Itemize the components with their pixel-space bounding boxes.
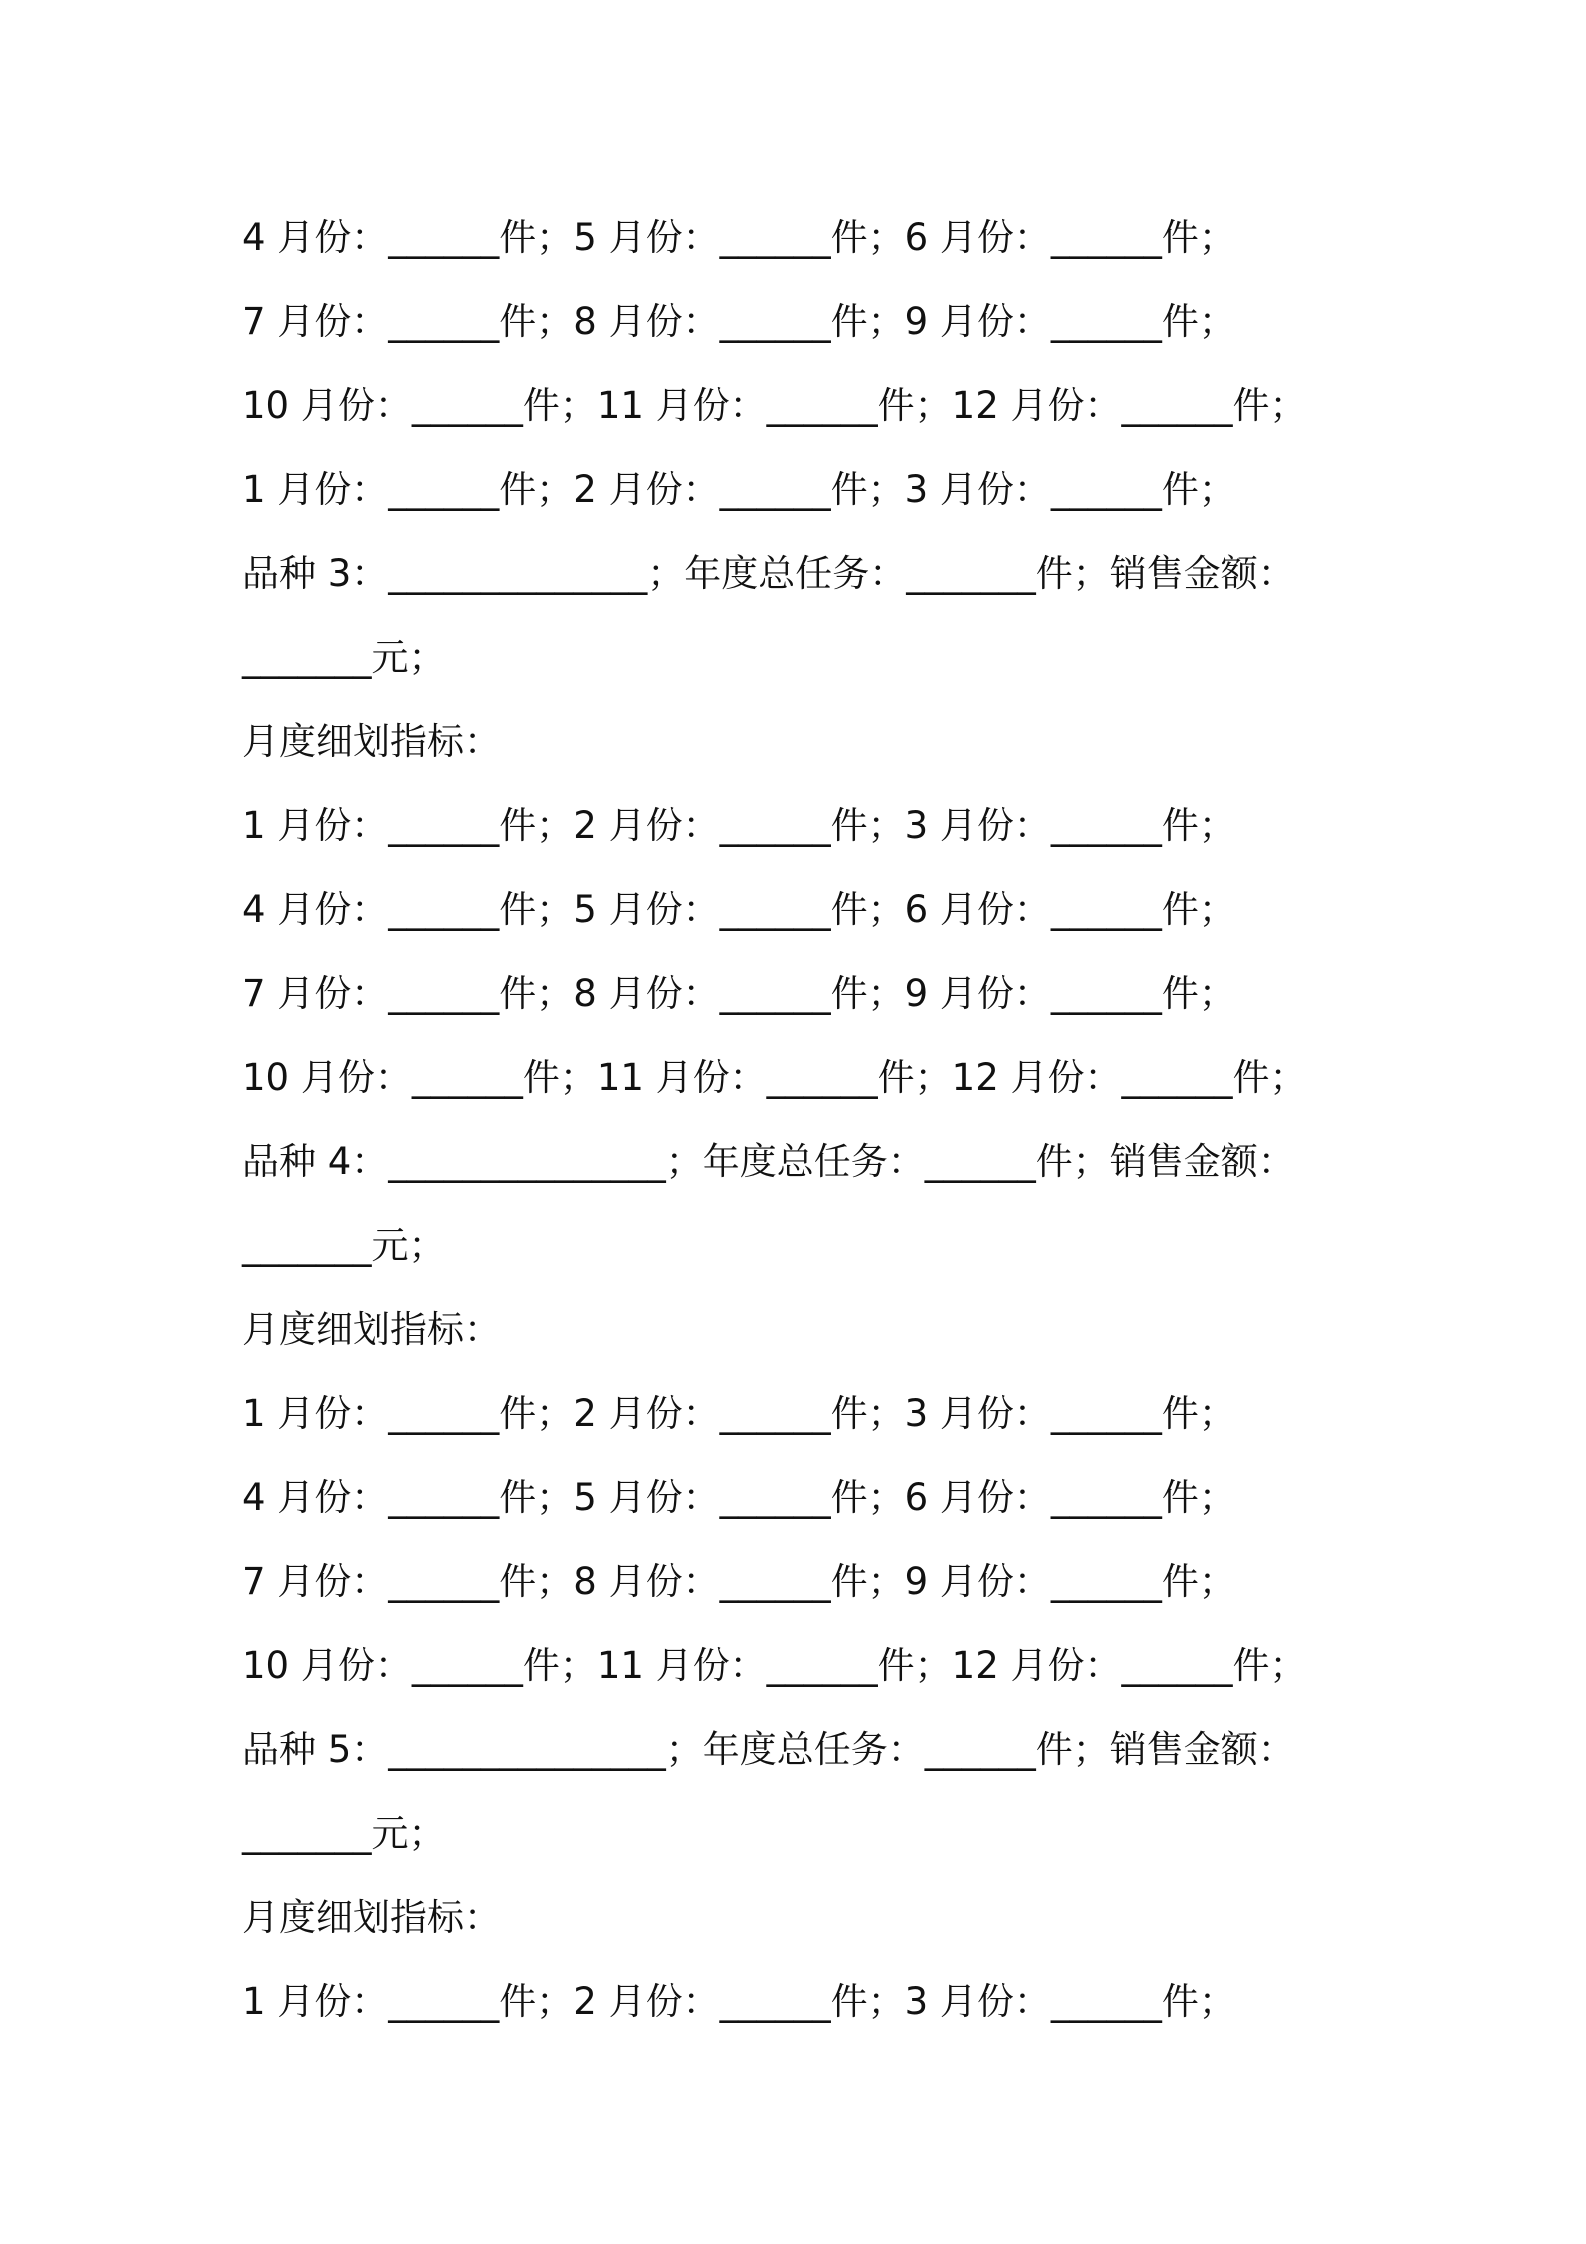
month-quota-line-apr-jun: 4 月份：______件；5 月份：______件；6 月份：______件； [242,888,1236,931]
month-quota-line-oct-dec: 10 月份：______件；11 月份：______件；12 月份：______件； [242,1644,1307,1687]
month-quota-line-apr-jun: 4 月份：______件；5 月份：______件；6 月份：______件； [242,216,1236,259]
document-body [242,196,1352,2044]
month-quota-line-jul-sep: 7 月份：______件；8 月份：______件；9 月份：______件； [242,972,1236,1015]
monthly-indicator-heading: 月度细划指标： [242,1308,501,1351]
variety-5-amount-line: _______元； [242,1812,446,1855]
variety-4-amount-line: _______元； [242,1224,446,1267]
monthly-indicator-heading: 月度细划指标： [242,1896,501,1939]
variety-5-line: 品种 5：_______________；年度总任务：______件；销售金额： [242,1728,1295,1771]
month-quota-line-jul-sep: 7 月份：______件；8 月份：______件；9 月份：______件； [242,1560,1236,1603]
month-quota-line-oct-dec: 10 月份：______件；11 月份：______件；12 月份：______件； [242,384,1307,427]
variety-3-amount-line: _______元； [242,636,446,679]
variety-4-line: 品种 4：_______________；年度总任务：______件；销售金额： [242,1140,1295,1183]
month-quota-line-jul-sep: 7 月份：______件；8 月份：______件；9 月份：______件； [242,300,1236,343]
month-quota-line-oct-dec: 10 月份：______件；11 月份：______件；12 月份：______件； [242,1056,1307,1099]
monthly-indicator-heading: 月度细划指标： [242,720,501,763]
month-quota-line-jan-mar: 1 月份：______件；2 月份：______件；3 月份：______件； [242,468,1236,511]
month-quota-line-apr-jun: 4 月份：______件；5 月份：______件；6 月份：______件； [242,1476,1236,1519]
variety-3-line: 品种 3：______________；年度总任务：_______件；销售金额： [242,552,1295,595]
month-quota-line-jan-mar: 1 月份：______件；2 月份：______件；3 月份：______件； [242,1980,1236,2023]
month-quota-line-jan-mar: 1 月份：______件；2 月份：______件；3 月份：______件； [242,1392,1236,1435]
month-quota-line-jan-mar: 1 月份：______件；2 月份：______件；3 月份：______件； [242,804,1236,847]
